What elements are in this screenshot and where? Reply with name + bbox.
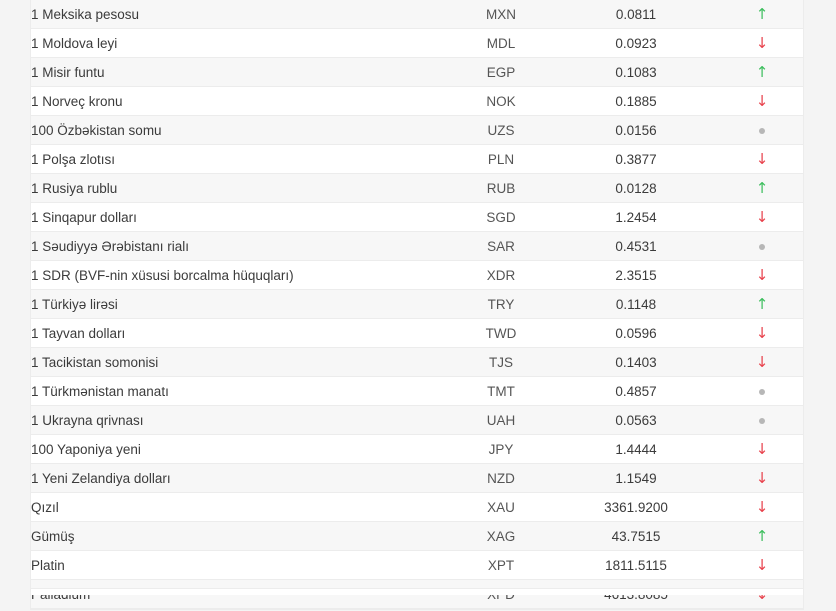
currency-trend-cell [721,232,803,261]
currency-name-cell: 1 Ukrayna qrivnası [31,406,451,435]
trend-down-icon: ↓ [755,497,769,516]
currency-trend-cell [721,406,803,435]
currency-rate-cell: 0.0923 [551,29,721,58]
table-row [31,319,803,348]
currency-name-cell: 1 Polşa zlotısı [31,145,451,174]
currency-code-cell: UAH [451,406,551,435]
trend-up-icon: ↑ [755,294,769,313]
trend-flat-icon [759,244,765,250]
currency-rate-cell: 0.1885 [551,87,721,116]
trend-down-icon: ↓ [755,439,769,458]
currency-code-cell: MXN [451,0,551,29]
currency-rate-cell: 1.2454 [551,203,721,232]
trend-flat-icon [759,418,765,424]
currency-code-cell: RUB [451,174,551,203]
trend-down-icon: ↓ [755,207,769,226]
panel-bottom-edge [31,588,803,595]
currency-rate-cell: 2.3515 [551,261,721,290]
currency-trend-cell [721,377,803,406]
table-row [31,406,803,435]
currency-rate-cell: 43.7515 [551,522,721,551]
currency-name-cell: Qızıl [31,493,451,522]
currency-trend-cell [721,522,803,551]
currency-code-cell: TJS [451,348,551,377]
currency-code-cell: XDR [451,261,551,290]
trend-up-icon: ↑ [755,526,769,545]
currency-trend-cell [721,493,803,522]
currency-name-cell: 1 Moldova leyi [31,29,451,58]
currency-rate-cell: 1811.5115 [551,551,721,580]
trend-flat-icon [759,128,765,134]
currency-name-cell: 1 Misir funtu [31,58,451,87]
currency-rate-cell: 0.3877 [551,145,721,174]
currency-trend-cell [721,261,803,290]
currency-rate-cell: 1.1549 [551,464,721,493]
currency-trend-cell [721,174,803,203]
currency-name-cell: 100 Özbəkistan somu [31,116,451,145]
table-row [31,522,803,551]
currency-code-cell: JPY [451,435,551,464]
currency-code-cell: NOK [451,87,551,116]
table-row [31,145,803,174]
table-row [31,29,803,58]
table-row [31,348,803,377]
currency-name-cell: 1 Tacikistan somonisi [31,348,451,377]
currency-rate-cell: 0.1403 [551,348,721,377]
trend-up-icon: ↑ [755,4,769,23]
currency-trend-cell [721,87,803,116]
trend-down-icon: ↓ [755,323,769,342]
currency-trend-cell [721,0,803,29]
currency-name-cell: 100 Yaponiya yeni [31,435,451,464]
currency-name-cell: 1 Yeni Zelandiya dolları [31,464,451,493]
currency-trend-cell [721,290,803,319]
currency-trend-cell [721,435,803,464]
table-row [31,0,803,29]
table-row [31,377,803,406]
table-row [31,464,803,493]
table-row [31,174,803,203]
currency-rates-panel [31,0,803,609]
currency-name-cell: Platin [31,551,451,580]
currency-name-cell: Gümüş [31,522,451,551]
currency-trend-cell [721,203,803,232]
currency-code-cell: SGD [451,203,551,232]
currency-name-cell: 1 Türkmənistan manatı [31,377,451,406]
currency-rate-cell: 0.0156 [551,116,721,145]
currency-name-cell: 1 Səudiyyə Ərəbistanı rialı [31,232,451,261]
currency-code-cell: XAG [451,522,551,551]
currency-rates-body [31,0,803,609]
table-row [31,232,803,261]
currency-rate-cell: 0.1083 [551,58,721,87]
currency-trend-cell [721,348,803,377]
table-row [31,551,803,580]
currency-rate-cell: 0.0128 [551,174,721,203]
trend-down-icon: ↓ [755,149,769,168]
table-row [31,261,803,290]
currency-trend-cell [721,551,803,580]
currency-rate-cell: 0.1148 [551,290,721,319]
currency-name-cell: 1 Meksika pesosu [31,0,451,29]
currency-name-cell: 1 Türkiyə lirəsi [31,290,451,319]
table-row [31,290,803,319]
currency-code-cell: TWD [451,319,551,348]
currency-trend-cell [721,116,803,145]
currency-rate-cell: 0.4857 [551,377,721,406]
currency-name-cell: 1 Sinqapur dolları [31,203,451,232]
currency-code-cell: XPT [451,551,551,580]
table-row [31,435,803,464]
currency-rate-cell: 0.0811 [551,0,721,29]
table-row [31,116,803,145]
currency-rate-cell: 1.4444 [551,435,721,464]
currency-rate-cell: 0.4531 [551,232,721,261]
currency-name-cell: 1 Norveç kronu [31,87,451,116]
currency-code-cell: XAU [451,493,551,522]
currency-rate-cell: 0.0563 [551,406,721,435]
currency-name-cell: 1 Tayvan dolları [31,319,451,348]
currency-rate-cell: 3361.9200 [551,493,721,522]
table-row [31,87,803,116]
currency-code-cell: PLN [451,145,551,174]
trend-down-icon: ↓ [755,91,769,110]
table-row [31,203,803,232]
table-row [31,58,803,87]
trend-flat-icon [759,389,765,395]
currency-trend-cell [721,319,803,348]
trend-down-icon: ↓ [755,265,769,284]
currency-trend-cell [721,58,803,87]
table-row [31,493,803,522]
currency-trend-cell [721,29,803,58]
trend-down-icon: ↓ [755,33,769,52]
currency-rates-table [31,0,803,609]
trend-up-icon: ↑ [755,178,769,197]
currency-code-cell: UZS [451,116,551,145]
currency-code-cell: SAR [451,232,551,261]
currency-code-cell: NZD [451,464,551,493]
trend-down-icon: ↓ [755,555,769,574]
trend-down-icon: ↓ [755,468,769,487]
currency-name-cell: 1 Rusiya rublu [31,174,451,203]
currency-code-cell: EGP [451,58,551,87]
currency-rate-cell: 0.0596 [551,319,721,348]
trend-down-icon: ↓ [755,352,769,371]
trend-up-icon: ↑ [755,62,769,81]
currency-trend-cell [721,145,803,174]
currency-code-cell: TRY [451,290,551,319]
currency-name-cell: 1 SDR (BVF-nin xüsusi borcalma hüquqları) [31,261,451,290]
currency-code-cell: MDL [451,29,551,58]
currency-trend-cell [721,464,803,493]
currency-code-cell: TMT [451,377,551,406]
